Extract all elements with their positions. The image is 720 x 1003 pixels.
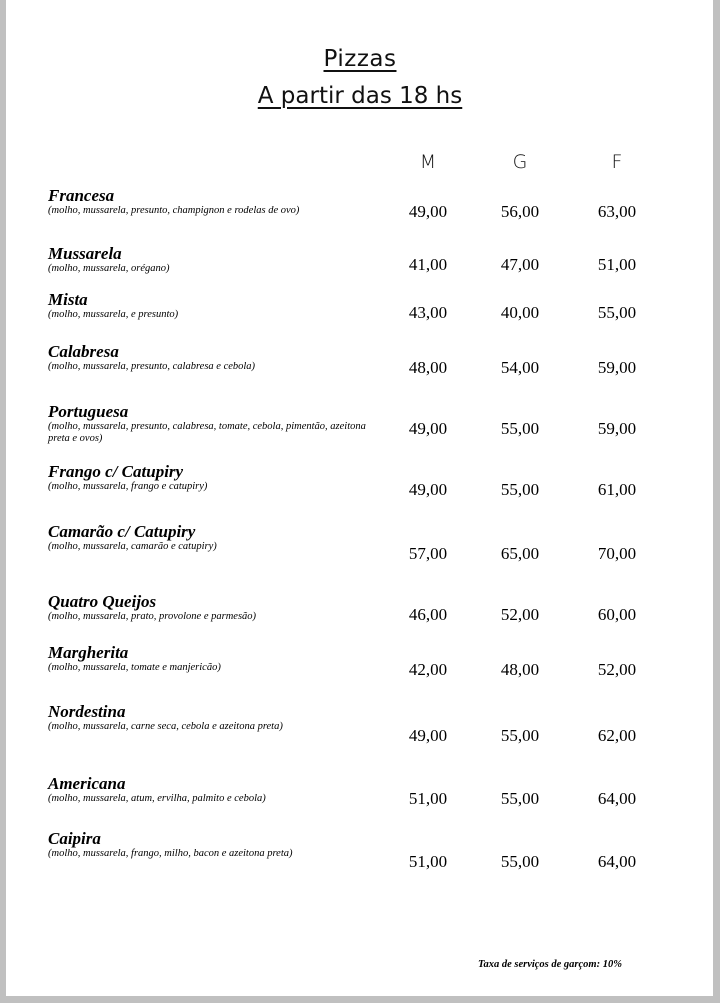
price-m: 49,00	[408, 202, 448, 221]
price-m: 46,00	[408, 605, 448, 624]
menu-item	[48, 402, 378, 445]
price-m: 43,00	[408, 303, 448, 322]
menu-item	[48, 774, 388, 805]
menu-item	[48, 342, 388, 373]
item-description: (molho, mussarela, presunto, calabresa e cebola)	[48, 361, 256, 372]
price-g: 40,00	[500, 303, 540, 322]
price-g: 55,00	[500, 480, 540, 499]
price-m: 49,00	[408, 419, 448, 438]
price-f: 59,00	[597, 358, 637, 377]
price-g: 65,00	[500, 544, 540, 563]
item-name: Mista	[48, 290, 88, 309]
price-m: 57,00	[408, 544, 448, 563]
item-name: Mussarela	[48, 244, 122, 263]
item-description: (molho, mussarela, frango e catupiry)	[48, 481, 208, 492]
item-name: Portuguesa	[48, 402, 129, 421]
price-m: 41,00	[408, 255, 448, 274]
price-g: 47,00	[500, 255, 540, 274]
price-m: 51,00	[408, 789, 448, 808]
menu-item	[48, 186, 388, 217]
item-name: Quatro Queijos	[48, 592, 157, 611]
item-name: Nordestina	[48, 702, 126, 721]
menu-subtitle: A partir das 18 hs	[257, 83, 463, 109]
item-description: (molho, mussarela, camarão e catupiry)	[48, 541, 217, 552]
item-description: (molho, mussarela, orégano)	[48, 263, 170, 274]
price-f: 55,00	[597, 303, 637, 322]
price-g: 52,00	[500, 605, 540, 624]
item-description: (molho, mussarela, frango, milho, bacon e azeitona preta)	[48, 848, 293, 859]
item-description: (molho, mussarela, tomate e manjericão)	[48, 662, 221, 673]
price-f: 59,00	[597, 419, 637, 438]
item-description: (molho, mussarela, atum, ervilha, palmito e cebola)	[48, 793, 266, 804]
menu-item	[48, 829, 388, 860]
item-name: Americana	[48, 774, 126, 793]
column-header-g: G	[512, 151, 528, 173]
price-f: 64,00	[597, 852, 637, 871]
price-m: 42,00	[408, 660, 448, 679]
column-header-m: M	[419, 151, 437, 173]
menu-item	[48, 702, 388, 733]
menu-item	[48, 290, 388, 321]
price-g: 48,00	[500, 660, 540, 679]
price-f: 51,00	[597, 255, 637, 274]
menu-item	[48, 462, 388, 493]
item-name: Camarão c/ Catupiry	[48, 522, 196, 541]
column-header-f: F	[611, 151, 623, 173]
price-g: 54,00	[500, 358, 540, 377]
price-m: 49,00	[408, 726, 448, 745]
item-name: Francesa	[48, 186, 115, 205]
item-name: Calabresa	[48, 342, 119, 361]
price-g: 55,00	[500, 419, 540, 438]
item-description: (molho, mussarela, presunto, calabresa, tomate, cebola, pimentão, azeitona preta e ovos)	[48, 421, 366, 444]
price-f: 60,00	[597, 605, 637, 624]
price-g: 55,00	[500, 852, 540, 871]
price-g: 55,00	[500, 789, 540, 808]
price-g: 55,00	[500, 726, 540, 745]
menu-item	[48, 244, 388, 275]
price-f: 62,00	[597, 726, 637, 745]
price-f: 63,00	[597, 202, 637, 221]
price-f: 64,00	[597, 789, 637, 808]
price-m: 48,00	[408, 358, 448, 377]
menu-item	[48, 643, 388, 674]
item-name: Frango c/ Catupiry	[48, 462, 184, 481]
menu-item	[48, 592, 388, 623]
item-description: (molho, mussarela, presunto, champignon e rodelas de ovo)	[48, 205, 300, 216]
service-fee-note: Taxa de serviços de garçom: 10%	[478, 959, 622, 970]
menu-title: Pizzas	[323, 46, 397, 72]
item-description: (molho, mussarela, e presunto)	[48, 309, 179, 320]
menu-item	[48, 522, 388, 553]
price-f: 61,00	[597, 480, 637, 499]
price-f: 52,00	[597, 660, 637, 679]
item-description: (molho, mussarela, carne seca, cebola e azeitona preta)	[48, 721, 283, 732]
item-name: Margherita	[48, 643, 129, 662]
price-m: 49,00	[408, 480, 448, 499]
price-g: 56,00	[500, 202, 540, 221]
item-name: Caipira	[48, 829, 101, 848]
price-m: 51,00	[408, 852, 448, 871]
item-description: (molho, mussarela, prato, provolone e parmesão)	[48, 611, 257, 622]
price-f: 70,00	[597, 544, 637, 563]
